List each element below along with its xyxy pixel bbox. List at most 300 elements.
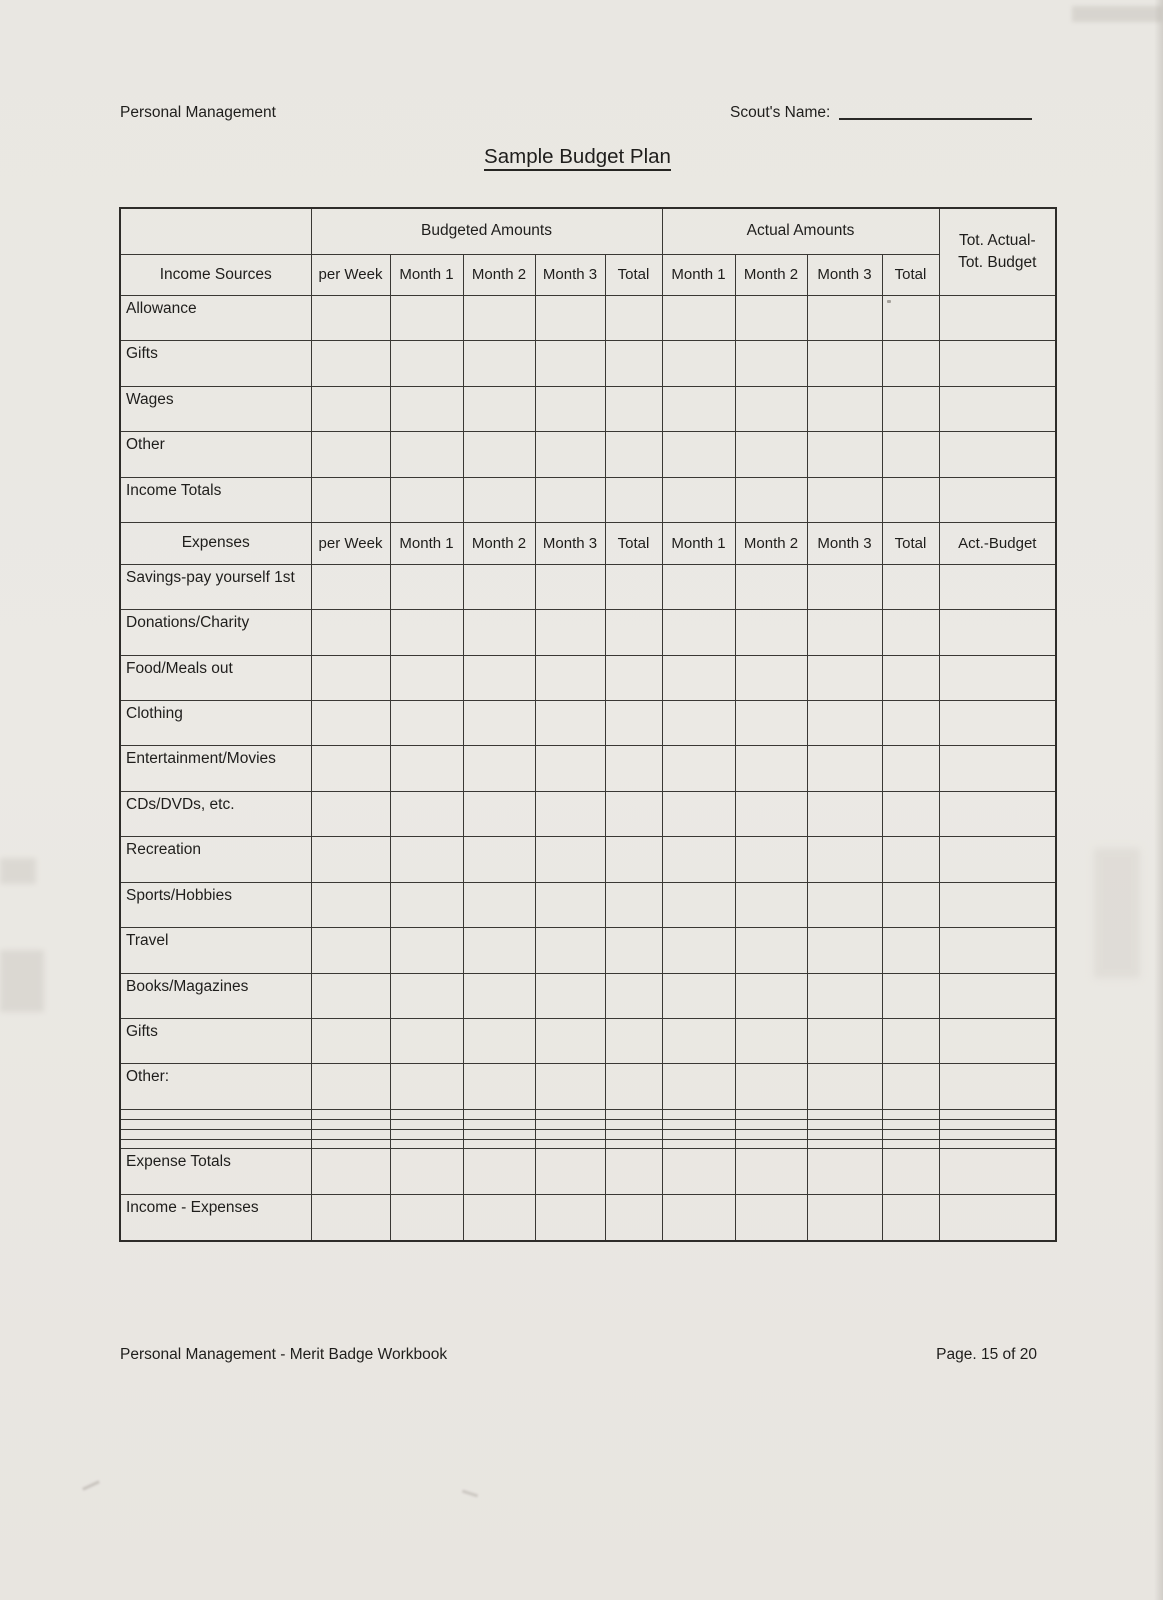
blank-entry-cell <box>390 973 463 1018</box>
blank-entry-cell <box>311 928 390 973</box>
blank-entry-cell <box>311 1139 390 1149</box>
expense-row <box>120 1064 1056 1109</box>
blank-entry-cell <box>390 1119 463 1129</box>
blank-entry-cell <box>463 432 535 477</box>
income-row <box>120 386 1056 431</box>
page-title: Sample Budget Plan <box>484 145 671 171</box>
blank-entry-cell <box>807 746 882 791</box>
blank-entry-cell <box>463 1119 535 1129</box>
blank-entry-cell <box>662 477 735 522</box>
income-column-header: Total <box>605 254 662 295</box>
blank-entry-cell <box>807 1064 882 1109</box>
income-row-label: Wages <box>120 386 311 431</box>
blank-entry-cell <box>390 477 463 522</box>
blank-entry-cell <box>605 295 662 340</box>
blank-entry-cell <box>311 295 390 340</box>
blank-entry-cell <box>735 1119 807 1129</box>
actual-amounts-header: Actual Amounts <box>662 208 939 254</box>
blank-entry-cell <box>735 1194 807 1241</box>
scouts-name-field <box>730 104 1032 122</box>
scan-smudge-top-right <box>1072 6 1162 22</box>
footer-page-number: Page. 15 of 20 <box>936 1346 1037 1363</box>
expense-row-label: Books/Magazines <box>120 973 311 1018</box>
expense-row <box>120 882 1056 927</box>
blank-entry-cell <box>735 295 807 340</box>
expense-row-blank <box>120 1139 1056 1149</box>
blank-entry-cell <box>807 1129 882 1139</box>
blank-entry-cell <box>390 700 463 745</box>
blank-entry-cell <box>735 341 807 386</box>
blank-entry-cell <box>311 1064 390 1109</box>
blank-entry-cell <box>390 655 463 700</box>
expense-row-label <box>120 1119 311 1129</box>
blank-entry-cell <box>807 837 882 882</box>
expense-row-label: Food/Meals out <box>120 655 311 700</box>
blank-entry-cell <box>662 837 735 882</box>
blank-entry-cell <box>463 1129 535 1139</box>
blank-entry-cell <box>735 1019 807 1064</box>
expense-row-label: Savings-pay yourself 1st <box>120 564 311 609</box>
blank-entry-cell <box>882 746 939 791</box>
blank-entry-cell <box>882 973 939 1018</box>
total-diff-total_diff_line2: Tot. Budget <box>958 253 1037 271</box>
expense-row-label: Travel <box>120 928 311 973</box>
blank-entry-cell <box>605 1149 662 1194</box>
blank-entry-cell <box>390 1149 463 1194</box>
blank-entry-cell <box>662 386 735 431</box>
blank-entry-cell <box>390 882 463 927</box>
expense-column-header: Month 3 <box>807 523 882 564</box>
income-sources-header: Income Sources <box>120 254 311 295</box>
blank-entry-cell <box>605 1064 662 1109</box>
blank-entry-cell <box>535 564 605 609</box>
blank-entry-cell <box>735 1109 807 1119</box>
blank-entry-cell <box>390 564 463 609</box>
blank-entry-cell <box>605 700 662 745</box>
expense-column-header: Total <box>882 523 939 564</box>
blank-entry-cell <box>605 477 662 522</box>
footer-workbook-title: Personal Management - Merit Badge Workbook <box>120 1346 448 1363</box>
blank-entry-cell <box>735 791 807 836</box>
blank-entry-cell <box>662 700 735 745</box>
blank-entry-cell <box>535 610 605 655</box>
expense-row <box>120 1194 1056 1241</box>
expense-row-label: Recreation <box>120 837 311 882</box>
expense-column-header: per Week <box>311 523 390 564</box>
blank-entry-cell <box>807 295 882 340</box>
corner-cell <box>120 208 311 254</box>
blank-entry-cell <box>939 1194 1056 1241</box>
blank-entry-cell <box>662 791 735 836</box>
income-column-header: per Week <box>311 254 390 295</box>
blank-entry-cell <box>882 1119 939 1129</box>
blank-entry-cell <box>605 882 662 927</box>
blank-entry-cell <box>463 928 535 973</box>
expense-row-label: Expense Totals <box>120 1149 311 1194</box>
blank-entry-cell <box>605 1119 662 1129</box>
budgeted-amounts-header: Budgeted Amounts <box>311 208 662 254</box>
blank-entry-cell <box>807 655 882 700</box>
blank-entry-cell <box>390 341 463 386</box>
blank-entry-cell <box>463 1149 535 1194</box>
expense-row-label: Other: <box>120 1064 311 1109</box>
blank-entry-cell <box>882 1019 939 1064</box>
blank-entry-cell <box>807 882 882 927</box>
blank-entry-cell <box>939 1109 1056 1119</box>
blank-entry-cell <box>807 477 882 522</box>
blank-entry-cell <box>535 432 605 477</box>
scouts-name-label: Scout's Name: <box>730 104 831 121</box>
blank-entry-cell <box>535 1119 605 1129</box>
blank-entry-cell <box>390 610 463 655</box>
blank-entry-cell <box>662 1139 735 1149</box>
blank-entry-cell <box>882 1149 939 1194</box>
blank-entry-cell <box>311 700 390 745</box>
blank-entry-cell <box>882 1129 939 1139</box>
blank-entry-cell <box>535 295 605 340</box>
blank-entry-cell <box>662 1129 735 1139</box>
blank-entry-cell <box>939 386 1056 431</box>
blank-entry-cell <box>535 1019 605 1064</box>
blank-entry-cell <box>939 295 1056 340</box>
scan-smudge-left-1 <box>0 858 36 884</box>
expense-row-label <box>120 1109 311 1119</box>
blank-entry-cell <box>939 1139 1056 1149</box>
expense-row <box>120 655 1056 700</box>
blank-entry-cell <box>882 1194 939 1241</box>
blank-entry-cell <box>882 610 939 655</box>
blank-entry-cell <box>882 341 939 386</box>
blank-entry-cell <box>882 295 939 340</box>
blank-entry-cell <box>390 1064 463 1109</box>
blank-entry-cell <box>463 1019 535 1064</box>
blank-entry-cell <box>605 1194 662 1241</box>
blank-entry-cell <box>662 746 735 791</box>
expense-row <box>120 791 1056 836</box>
blank-entry-cell <box>807 1109 882 1119</box>
expense-column-header: Act.-Budget <box>939 523 1056 564</box>
blank-entry-cell <box>882 564 939 609</box>
expense-row-label: Sports/Hobbies <box>120 882 311 927</box>
scan-mark-bottom-2 <box>462 1490 478 1498</box>
blank-entry-cell <box>390 1019 463 1064</box>
blank-entry-cell <box>735 746 807 791</box>
blank-entry-cell <box>735 928 807 973</box>
blank-entry-cell <box>311 882 390 927</box>
blank-entry-cell <box>735 1064 807 1109</box>
blank-entry-cell <box>662 341 735 386</box>
expense-column-header: Total <box>605 523 662 564</box>
blank-entry-cell <box>463 1139 535 1149</box>
blank-entry-cell <box>735 477 807 522</box>
blank-entry-cell <box>939 791 1056 836</box>
blank-entry-cell <box>662 432 735 477</box>
blank-entry-cell <box>463 1064 535 1109</box>
blank-entry-cell <box>605 837 662 882</box>
blank-entry-cell <box>939 1119 1056 1129</box>
blank-entry-cell <box>735 1149 807 1194</box>
blank-entry-cell <box>807 432 882 477</box>
blank-entry-cell <box>735 1139 807 1149</box>
blank-entry-cell <box>390 837 463 882</box>
blank-entry-cell <box>535 477 605 522</box>
expense-column-header: Month 2 <box>735 523 807 564</box>
blank-entry-cell <box>662 1019 735 1064</box>
blank-entry-cell <box>662 564 735 609</box>
blank-entry-cell <box>735 386 807 431</box>
blank-entry-cell <box>535 1109 605 1119</box>
blank-entry-cell <box>807 1119 882 1129</box>
blank-entry-cell <box>807 1149 882 1194</box>
blank-entry-cell <box>882 791 939 836</box>
blank-entry-cell <box>463 1109 535 1119</box>
blank-entry-cell <box>605 1129 662 1139</box>
blank-entry-cell <box>735 564 807 609</box>
scan-edge-shadow-right <box>1154 0 1163 1600</box>
income-column-header: Month 2 <box>463 254 535 295</box>
expense-row-label: Entertainment/Movies <box>120 746 311 791</box>
total-diff-total_diff_line1: Tot. Actual- <box>958 232 1036 250</box>
income-column-header: Total <box>882 254 939 295</box>
blank-entry-cell <box>807 341 882 386</box>
blank-entry-cell <box>311 746 390 791</box>
blank-entry-cell <box>535 386 605 431</box>
expense-row <box>120 700 1056 745</box>
blank-entry-cell <box>605 746 662 791</box>
blank-entry-cell <box>535 1149 605 1194</box>
blank-entry-cell <box>735 882 807 927</box>
income-row-label: Other <box>120 432 311 477</box>
blank-entry-cell <box>882 386 939 431</box>
income-column-header: Month 2 <box>735 254 807 295</box>
blank-entry-cell <box>605 564 662 609</box>
blank-entry-cell <box>535 655 605 700</box>
blank-entry-cell <box>390 928 463 973</box>
expense-row-label: CDs/DVDs, etc. <box>120 791 311 836</box>
income-row <box>120 295 1056 340</box>
blank-entry-cell <box>807 1139 882 1149</box>
expense-row-blank <box>120 1119 1056 1129</box>
blank-entry-cell <box>735 1129 807 1139</box>
blank-entry-cell <box>735 610 807 655</box>
blank-entry-cell <box>463 700 535 745</box>
blank-entry-cell <box>807 973 882 1018</box>
blank-entry-cell <box>605 1139 662 1149</box>
blank-entry-cell <box>463 973 535 1018</box>
blank-entry-cell <box>390 746 463 791</box>
expense-row-label: Clothing <box>120 700 311 745</box>
blank-entry-cell <box>807 386 882 431</box>
blank-entry-cell <box>463 341 535 386</box>
blank-entry-cell <box>390 1109 463 1119</box>
blank-entry-cell <box>463 837 535 882</box>
blank-entry-cell <box>662 973 735 1018</box>
blank-entry-cell <box>882 882 939 927</box>
blank-entry-cell <box>662 1119 735 1129</box>
income-column-header: Month 3 <box>807 254 882 295</box>
blank-entry-cell <box>939 928 1056 973</box>
blank-entry-cell <box>535 1139 605 1149</box>
blank-entry-cell <box>939 655 1056 700</box>
scouts-name-blank-line <box>839 117 1032 120</box>
blank-entry-cell <box>311 477 390 522</box>
blank-entry-cell <box>311 1149 390 1194</box>
blank-entry-cell <box>807 1019 882 1064</box>
blank-entry-cell <box>662 610 735 655</box>
budget-table <box>119 207 1057 1242</box>
blank-entry-cell <box>939 1149 1056 1194</box>
blank-entry-cell <box>390 386 463 431</box>
blank-entry-cell <box>463 295 535 340</box>
blank-entry-cell <box>882 1109 939 1119</box>
blank-entry-cell <box>463 386 535 431</box>
income-row-label: Gifts <box>120 341 311 386</box>
income-column-header: Month 1 <box>390 254 463 295</box>
page-title-wrap <box>0 145 1155 169</box>
blank-entry-cell <box>882 432 939 477</box>
blank-entry-cell <box>605 610 662 655</box>
expense-row-label <box>120 1139 311 1149</box>
blank-entry-cell <box>463 477 535 522</box>
expense-row <box>120 1019 1056 1064</box>
blank-entry-cell <box>939 341 1056 386</box>
expense-column-header: Month 1 <box>390 523 463 564</box>
blank-entry-cell <box>939 882 1056 927</box>
blank-entry-cell <box>662 928 735 973</box>
blank-entry-cell <box>939 700 1056 745</box>
blank-entry-cell <box>939 610 1056 655</box>
expenses-header: Expenses <box>120 523 311 564</box>
blank-entry-cell <box>535 1064 605 1109</box>
blank-entry-cell <box>311 610 390 655</box>
blank-entry-cell <box>605 973 662 1018</box>
blank-entry-cell <box>311 1129 390 1139</box>
blank-entry-cell <box>882 655 939 700</box>
blank-entry-cell <box>605 1109 662 1119</box>
blank-entry-cell <box>463 655 535 700</box>
blank-entry-cell <box>939 746 1056 791</box>
blank-entry-cell <box>662 655 735 700</box>
blank-entry-cell <box>605 341 662 386</box>
blank-entry-cell <box>807 791 882 836</box>
blank-entry-cell <box>390 791 463 836</box>
blank-entry-cell <box>390 1139 463 1149</box>
blank-entry-cell <box>463 882 535 927</box>
blank-entry-cell <box>882 928 939 973</box>
blank-entry-cell <box>882 1139 939 1149</box>
expense-row <box>120 973 1056 1018</box>
blank-entry-cell <box>311 973 390 1018</box>
blank-entry-cell <box>662 1064 735 1109</box>
blank-entry-cell <box>939 837 1056 882</box>
blank-entry-cell <box>939 1019 1056 1064</box>
blank-entry-cell <box>939 432 1056 477</box>
scan-mark-bottom-1 <box>82 1480 100 1490</box>
expense-row-label <box>120 1129 311 1139</box>
blank-entry-cell <box>535 746 605 791</box>
blank-entry-cell <box>311 1109 390 1119</box>
blank-entry-cell <box>535 973 605 1018</box>
income-row-label: Allowance <box>120 295 311 340</box>
income-row-label: Income Totals <box>120 477 311 522</box>
blank-entry-cell <box>735 973 807 1018</box>
blank-entry-cell <box>311 564 390 609</box>
blank-entry-cell <box>882 700 939 745</box>
expense-row-blank <box>120 1129 1056 1139</box>
blank-entry-cell <box>390 1129 463 1139</box>
expense-row-label: Gifts <box>120 1019 311 1064</box>
blank-entry-cell <box>735 655 807 700</box>
blank-entry-cell <box>535 928 605 973</box>
blank-entry-cell <box>605 791 662 836</box>
blank-entry-cell <box>463 746 535 791</box>
blank-entry-cell <box>535 837 605 882</box>
income-row <box>120 432 1056 477</box>
blank-entry-cell <box>735 837 807 882</box>
scan-smudge-right-mid <box>1094 848 1140 978</box>
income-row <box>120 341 1056 386</box>
expense-column-header: Month 1 <box>662 523 735 564</box>
expense-column-header: Month 3 <box>535 523 605 564</box>
header-course-title: Personal Management <box>120 104 276 121</box>
blank-entry-cell <box>939 973 1056 1018</box>
blank-entry-cell <box>390 295 463 340</box>
blank-entry-cell <box>807 700 882 745</box>
blank-entry-cell <box>311 386 390 431</box>
blank-entry-cell <box>807 928 882 973</box>
income-column-header: Month 3 <box>535 254 605 295</box>
blank-entry-cell <box>605 928 662 973</box>
expense-column-header: Month 2 <box>463 523 535 564</box>
expense-row <box>120 746 1056 791</box>
blank-entry-cell <box>311 655 390 700</box>
blank-entry-cell <box>605 1019 662 1064</box>
blank-entry-cell <box>535 1129 605 1139</box>
blank-entry-cell <box>311 1194 390 1241</box>
blank-entry-cell <box>662 882 735 927</box>
blank-entry-cell <box>463 564 535 609</box>
expense-row <box>120 928 1056 973</box>
blank-entry-cell <box>939 564 1056 609</box>
blank-entry-cell <box>311 341 390 386</box>
blank-entry-cell <box>735 700 807 745</box>
total-diff-header <box>939 208 1056 295</box>
blank-entry-cell <box>311 1019 390 1064</box>
blank-entry-cell <box>807 564 882 609</box>
blank-entry-cell <box>311 1119 390 1129</box>
blank-entry-cell <box>662 1109 735 1119</box>
blank-entry-cell <box>939 1129 1056 1139</box>
blank-entry-cell <box>882 1064 939 1109</box>
blank-entry-cell <box>535 791 605 836</box>
expense-row-label: Income - Expenses <box>120 1194 311 1241</box>
blank-entry-cell <box>605 432 662 477</box>
scan-smudge-left-2 <box>0 950 44 1012</box>
income-row <box>120 477 1056 522</box>
blank-entry-cell <box>463 610 535 655</box>
blank-entry-cell <box>535 1194 605 1241</box>
blank-entry-cell <box>807 610 882 655</box>
expense-row <box>120 610 1056 655</box>
blank-entry-cell <box>662 1149 735 1194</box>
blank-entry-cell <box>463 791 535 836</box>
expense-row-label: Donations/Charity <box>120 610 311 655</box>
blank-entry-cell <box>882 477 939 522</box>
blank-entry-cell <box>311 791 390 836</box>
income-column-header: Month 1 <box>662 254 735 295</box>
blank-entry-cell <box>939 477 1056 522</box>
blank-entry-cell <box>807 1194 882 1241</box>
